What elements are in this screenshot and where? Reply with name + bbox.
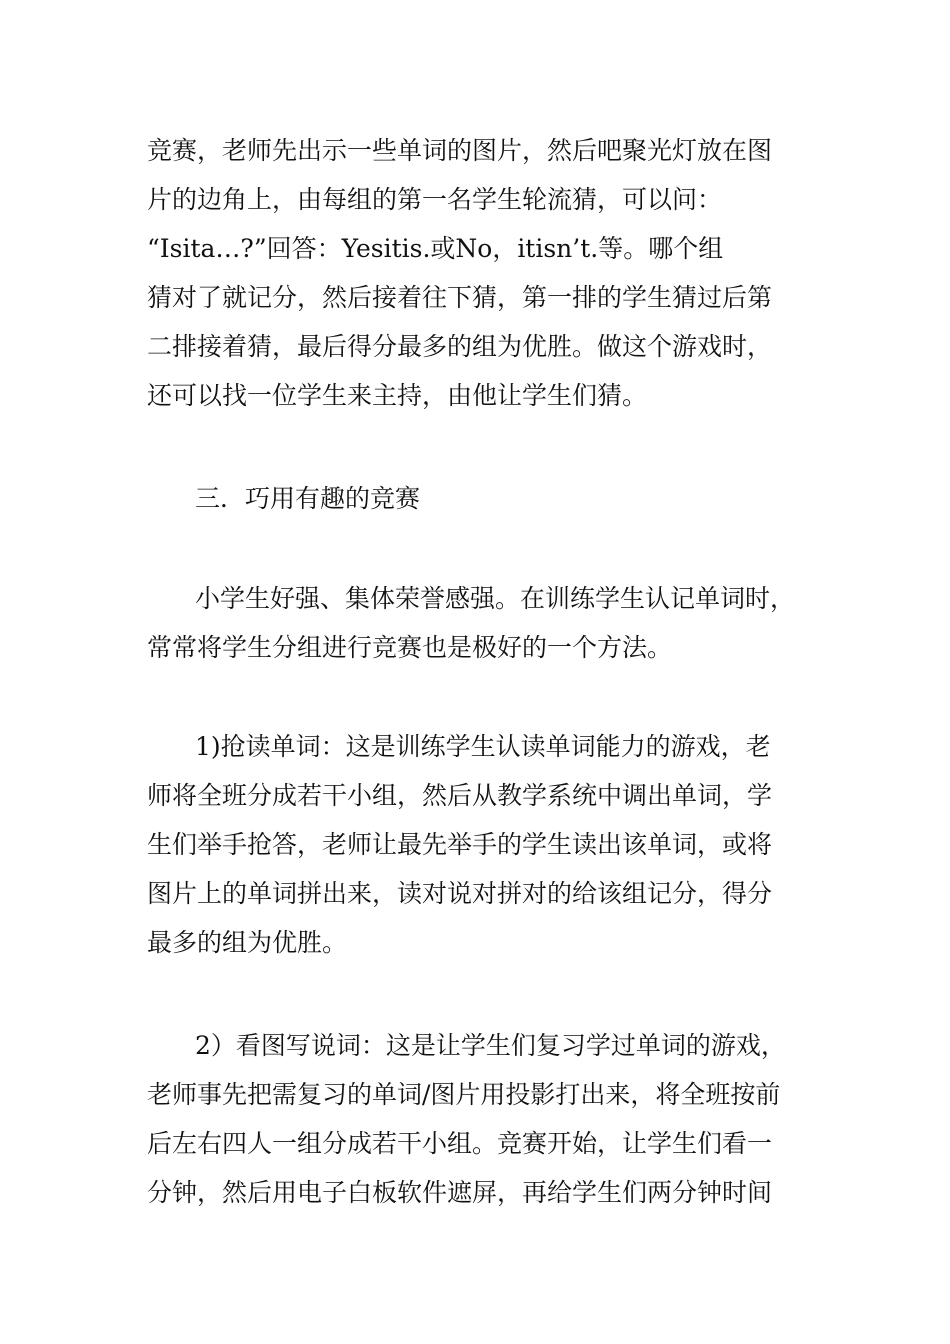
paragraph-line: 老师事先把需复习的单词/图片用投影打出来，将全班按前 xyxy=(147,1080,781,1109)
paragraph-line: 小学生好强、集体荣誉感强。在训练学生认记单词时， xyxy=(195,584,796,613)
paragraph-line: 二排接着猜，最后得分最多的组为优胜。做这个游戏时， xyxy=(147,332,773,361)
section-heading xyxy=(147,474,807,523)
paragraph-line: 1)抢读单词：这是训练学生认读单词能力的游戏，老 xyxy=(195,732,771,761)
paragraph-line: 竞赛，老师先出示一些单词的图片，然后吧聚光灯放在图 xyxy=(147,136,773,165)
paragraph-quick-read xyxy=(147,722,807,967)
paragraph-line: 图片上的单词拼出来，读对说对拼对的给该组记分，得分 xyxy=(147,879,773,908)
paragraph-line: 猜对了就记分，然后接着往下猜，第一排的学生猜过后第 xyxy=(147,283,773,312)
paragraph-line: 生们举手抢答，老师让最先举手的学生读出该单词，或将 xyxy=(147,830,773,859)
paragraph-competition-intro xyxy=(147,574,807,672)
paragraph-picture-words xyxy=(147,1021,807,1217)
section-heading-text: 三．巧用有趣的竞赛 xyxy=(195,484,421,513)
paragraph-line: 2）看图写说词：这是让学生们复习学过单词的游戏， xyxy=(195,1031,786,1060)
paragraph-line: 师将全班分成若干小组，然后从教学系统中调出单词，学 xyxy=(147,781,773,810)
paragraph-line: “Isita…?”回答：Yesitis.或No，itisn’t.等。哪个组 xyxy=(147,234,724,263)
paragraph-guessing-game xyxy=(147,126,807,420)
paragraph-line: 常常将学生分组进行竞赛也是极好的一个方法。 xyxy=(147,633,673,662)
paragraph-line: 最多的组为优胜。 xyxy=(147,928,348,957)
paragraph-line: 后左右四人一组分成若干小组。竞赛开始，让学生们看一 xyxy=(147,1129,773,1158)
paragraph-line: 分钟，然后用电子白板软件遮屏，再给学生们两分钟时间 xyxy=(147,1178,773,1207)
paragraph-line: 还可以找一位学生来主持，由他让学生们猜。 xyxy=(147,381,648,410)
paragraph-line: 片的边角上，由每组的第一名学生轮流猜，可以问： xyxy=(147,185,723,214)
